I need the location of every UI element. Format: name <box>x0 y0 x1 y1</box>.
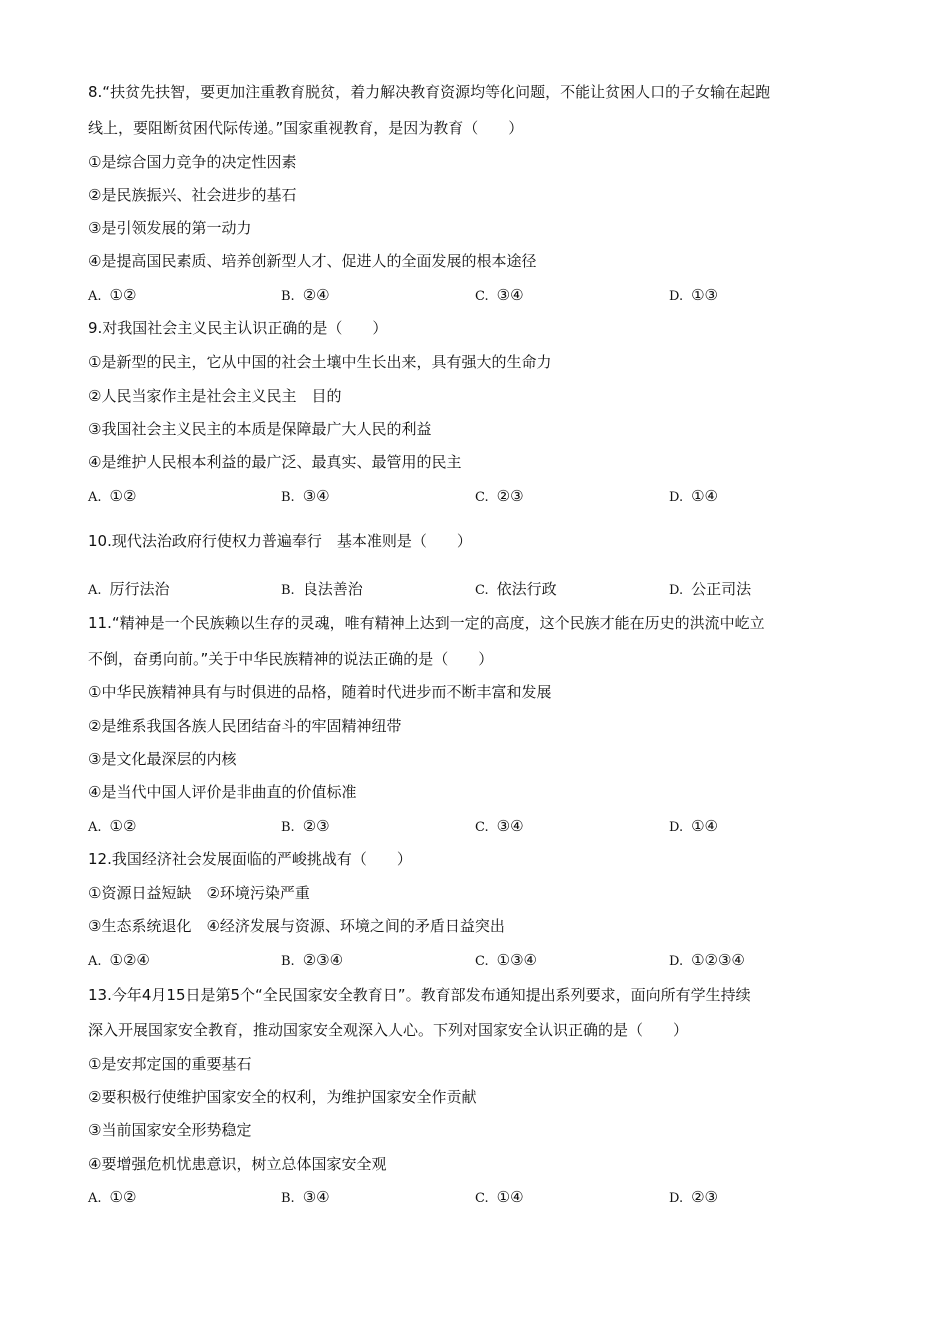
question-8-statement-2: ②是民族振兴、社会进步的基石 <box>88 186 297 204</box>
option-b: B. ②③ <box>281 817 330 835</box>
question-13-options <box>88 1187 888 1207</box>
question-9-statement-2: ②人民当家作主是社会主义民主 目的 <box>88 387 342 405</box>
option-c: C. ②③ <box>475 487 524 505</box>
question-11-statement-4: ④是当代中国人评价是非曲直的价值标准 <box>88 783 357 801</box>
option-a: A. ①② <box>88 286 137 304</box>
question-12-statement-2: ③生态系统退化 ④经济发展与资源、环境之间的矛盾日益突出 <box>88 917 505 935</box>
question-11-statement-2: ②是维系我国各族人民团结奋斗的牢固精神纽带 <box>88 717 402 735</box>
question-8-statement-3: ③是引领发展的第一动力 <box>88 219 252 237</box>
question-11-options <box>88 816 888 836</box>
option-b: B. ③④ <box>281 1188 330 1206</box>
question-9-options <box>88 486 888 506</box>
option-b: B. ③④ <box>281 487 330 505</box>
question-8-statement-4: ④是提高国民素质、培养创新型人才、促进人的全面发展的根本途径 <box>88 252 537 270</box>
option-c: C. ①③④ <box>475 951 537 969</box>
question-9-statement-4: ④是维护人民根本利益的最广泛、最真实、最管用的民主 <box>88 453 462 471</box>
question-12-options <box>88 950 888 970</box>
option-c: C. ①④ <box>475 1188 524 1206</box>
option-c: C. ③④ <box>475 286 524 304</box>
question-8-statement-1: ①是综合国力竞争的决定性因素 <box>88 153 297 171</box>
option-c: C. ③④ <box>475 817 524 835</box>
option-b: B. ②③④ <box>281 951 344 969</box>
option-d: D. ①④ <box>669 817 718 835</box>
option-d: D. ①③ <box>669 286 718 304</box>
option-a: A. ①② <box>88 487 137 505</box>
option-a: A. ①②④ <box>88 951 150 969</box>
question-11-stem-line-2: 不倒，奋勇向前。”关于中华民族精神的说法正确的是（ ） <box>88 650 494 668</box>
question-8-stem-line-2: 线上，要阻断贫困代际传递。”国家重视教育，是因为教育（ ） <box>88 119 524 137</box>
question-8-stem-line-1: 8.“扶贫先扶智，要更加注重教育脱贫，着力解决教育资源均等化问题，不能让贫困人口的子女输在起跑 <box>88 83 771 101</box>
question-11-statement-1: ①中华民族精神具有与时俱进的品格，随着时代进步而不断丰富和发展 <box>88 683 552 701</box>
question-11-statement-3: ③是文化最深层的内核 <box>88 750 237 768</box>
option-c: C. 依法行政 <box>475 580 557 598</box>
question-10-stem: 10.现代法治政府行使权力普遍奉行 基本准则是（ ） <box>88 532 472 550</box>
question-9-statement-3: ③我国社会主义民主的本质是保障最广大人民的利益 <box>88 420 432 438</box>
question-13-statement-2: ②要积极行使维护国家安全的权利，为维护国家安全作贡献 <box>88 1088 477 1106</box>
question-8-options <box>88 285 888 305</box>
option-d: D. ①②③④ <box>669 951 745 969</box>
question-13-statement-1: ①是安邦定国的重要基石 <box>88 1055 252 1073</box>
question-13-stem-line-1: 13.今年4月15日是第5个“全民国家安全教育日”。教育部发布通知提出系列要求，面向所有学生持续 <box>88 986 751 1004</box>
question-13-stem-line-2: 深入开展国家安全教育，推动国家安全观深入人心。下列对国家安全认识正确的是（ ） <box>88 1021 689 1039</box>
question-12-stem: 12.我国经济社会发展面临的严峻挑战有（ ） <box>88 850 412 868</box>
option-b: B. 良法善治 <box>281 580 363 598</box>
option-b: B. ②④ <box>281 286 330 304</box>
option-d: D. ②③ <box>669 1188 718 1206</box>
option-a: A. ①② <box>88 817 137 835</box>
question-13-statement-3: ③当前国家安全形势稳定 <box>88 1121 252 1139</box>
question-12-statement-1: ①资源日益短缺 ②环境污染严重 <box>88 884 310 902</box>
option-a: A. 厉行法治 <box>88 580 170 598</box>
question-11-stem-line-1: 11.“精神是一个民族赖以生存的灵魂，唯有精神上达到一定的高度，这个民族才能在历史的洪流中屹立 <box>88 614 765 632</box>
question-9-statement-1: ①是新型的民主，它从中国的社会土壤中生长出来，具有强大的生命力 <box>88 353 552 371</box>
option-d: D. ①④ <box>669 487 718 505</box>
option-d: D. 公正司法 <box>669 580 752 598</box>
question-13-statement-4: ④要增强危机忧患意识，树立总体国家安全观 <box>88 1155 387 1173</box>
option-a: A. ①② <box>88 1188 137 1206</box>
question-10-options <box>88 579 888 599</box>
question-9-stem: 9.对我国社会主义民主认识正确的是（ ） <box>88 319 388 337</box>
